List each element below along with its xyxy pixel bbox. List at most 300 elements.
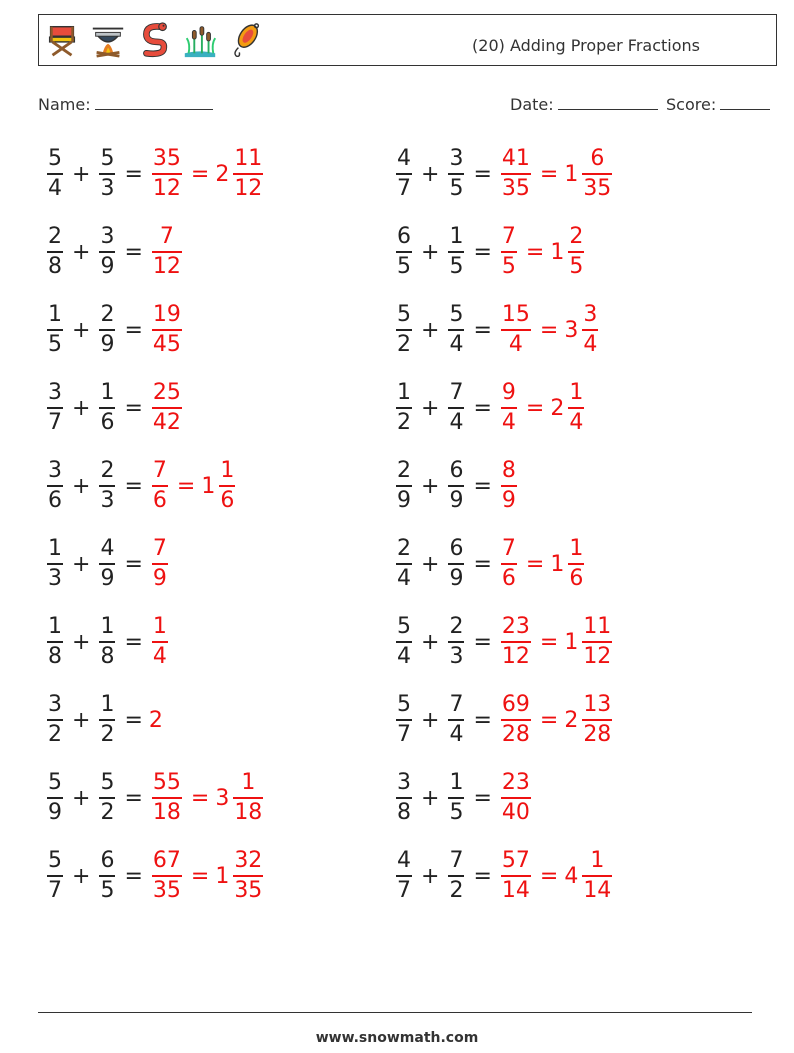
numerator: 11 [583, 614, 612, 640]
numerator: 1 [48, 302, 62, 328]
addend-a [47, 460, 63, 512]
answer-mixed-fraction [582, 850, 612, 902]
denominator: 9 [100, 253, 115, 279]
numerator: 11 [234, 146, 263, 172]
denominator: 5 [501, 253, 516, 279]
problem-7 [44, 376, 185, 440]
denominator: 4 [397, 643, 411, 669]
denominator: 4 [397, 565, 411, 591]
problem-17 [44, 766, 266, 830]
equals-sign-answer: = [525, 551, 545, 577]
equals-sign: = [124, 707, 143, 733]
denominator: 8 [397, 799, 411, 825]
answer-mixed-whole: 4 [564, 863, 579, 889]
addend-b [99, 382, 115, 434]
numerator: 2 [569, 224, 584, 250]
numerator: 7 [152, 458, 167, 484]
addend-b [99, 304, 115, 356]
numerator: 35 [152, 146, 181, 172]
numerator: 1 [569, 536, 584, 562]
denominator: 8 [100, 643, 115, 669]
addend-b [99, 616, 115, 668]
denominator: 7 [48, 409, 62, 435]
numerator: 6 [449, 458, 464, 484]
denominator: 45 [152, 331, 181, 357]
equals-sign-answer: = [539, 863, 559, 889]
answer-improper-fraction [501, 694, 531, 746]
denominator: 4 [449, 721, 464, 747]
numerator: 2 [397, 458, 411, 484]
numerator: 7 [152, 536, 167, 562]
numerator: 7 [159, 224, 174, 250]
equals-sign-answer: = [539, 629, 559, 655]
answer-mixed-whole: 1 [564, 629, 579, 655]
answer-improper-fraction [501, 850, 531, 902]
problem-9 [44, 454, 238, 518]
answer-improper-fraction [501, 382, 517, 434]
equals-sign: = [124, 785, 143, 811]
plus-sign: + [421, 629, 440, 655]
numerator: 1 [569, 380, 584, 406]
plus-sign: + [421, 785, 440, 811]
addend-a [47, 772, 63, 824]
numerator: 1 [100, 614, 115, 640]
answer-improper-fraction [501, 226, 517, 278]
denominator: 2 [397, 331, 411, 357]
numerator: 1 [241, 770, 256, 796]
answer-mixed-whole: 3 [564, 317, 579, 343]
denominator: 28 [501, 721, 530, 747]
addend-a [396, 772, 412, 824]
denominator: 9 [100, 331, 115, 357]
answer-mixed-whole: 2 [550, 395, 565, 421]
numerator: 1 [48, 614, 62, 640]
answer-mixed-whole: 1 [564, 161, 579, 187]
denominator: 2 [48, 721, 62, 747]
addend-b [448, 538, 464, 590]
numerator: 1 [100, 692, 115, 718]
score-blank[interactable] [720, 93, 770, 110]
denominator: 18 [152, 799, 181, 825]
numerator: 5 [449, 302, 464, 328]
answer-improper-fraction [152, 382, 182, 434]
addend-b [99, 226, 115, 278]
equals-sign: = [124, 863, 143, 889]
numerator: 69 [501, 692, 530, 718]
numerator: 1 [449, 224, 464, 250]
answer-mixed-fraction [582, 694, 612, 746]
numerator: 55 [152, 770, 181, 796]
denominator: 4 [152, 643, 167, 669]
problem-16 [393, 688, 615, 752]
denominator: 5 [449, 799, 464, 825]
name-field [38, 93, 213, 114]
numerator: 1 [100, 380, 115, 406]
denominator: 5 [397, 253, 411, 279]
denominator: 3 [449, 643, 464, 669]
denominator: 7 [397, 721, 411, 747]
addend-a [396, 382, 412, 434]
addend-a [396, 304, 412, 356]
numerator: 32 [234, 848, 263, 874]
addend-a [396, 850, 412, 902]
plus-sign: + [421, 707, 440, 733]
denominator: 6 [220, 487, 235, 513]
numerator: 2 [397, 536, 411, 562]
denominator: 9 [449, 565, 464, 591]
problem-19 [44, 844, 266, 908]
addend-b [448, 226, 464, 278]
addend-b [448, 772, 464, 824]
numerator: 7 [501, 224, 516, 250]
numerator: 6 [397, 224, 411, 250]
name-label: Name: [38, 95, 91, 114]
plus-sign: + [72, 785, 91, 811]
problem-5 [44, 298, 185, 362]
equals-sign: = [473, 161, 492, 187]
numerator: 3 [583, 302, 598, 328]
problem-14 [393, 610, 615, 674]
addend-b [99, 148, 115, 200]
footer-url: www.snowmath.com [315, 1030, 479, 1046]
numerator: 1 [220, 458, 235, 484]
equals-sign: = [124, 551, 143, 577]
plus-sign: + [72, 161, 91, 187]
problem-11 [44, 532, 171, 596]
numerator: 5 [100, 770, 115, 796]
equals-sign-answer: = [190, 785, 210, 811]
addend-b [99, 772, 115, 824]
plus-sign: + [72, 551, 91, 577]
answer-mixed-whole: 1 [215, 863, 230, 889]
numerator: 23 [501, 614, 530, 640]
addend-a [47, 382, 63, 434]
equals-sign-answer: = [190, 161, 210, 187]
denominator: 12 [152, 253, 181, 279]
numerator: 5 [397, 302, 411, 328]
denominator: 4 [501, 409, 516, 435]
answer-mixed-fraction [582, 148, 612, 200]
answer-improper-fraction [501, 304, 531, 356]
denominator: 2 [100, 721, 115, 747]
numerator: 2 [449, 614, 464, 640]
numerator: 3 [397, 770, 411, 796]
denominator: 18 [234, 799, 263, 825]
addend-a [47, 538, 63, 590]
addend-a [47, 616, 63, 668]
plus-sign: + [421, 239, 440, 265]
answer-improper-fraction [152, 304, 182, 356]
denominator: 5 [449, 253, 464, 279]
equals-sign-answer: = [539, 161, 559, 187]
plus-sign: + [421, 317, 440, 343]
numerator: 5 [48, 146, 62, 172]
denominator: 3 [48, 565, 62, 591]
denominator: 8 [48, 253, 62, 279]
addend-b [448, 304, 464, 356]
answer-mixed-fraction [582, 616, 612, 668]
plus-sign: + [421, 863, 440, 889]
numerator: 4 [100, 536, 115, 562]
date-label: Date: [510, 95, 554, 114]
answer-improper-fraction [501, 772, 531, 824]
denominator: 4 [569, 409, 584, 435]
plus-sign: + [421, 473, 440, 499]
denominator: 6 [100, 409, 115, 435]
denominator: 4 [449, 409, 464, 435]
equals-sign: = [473, 551, 492, 577]
equals-sign: = [473, 707, 492, 733]
numerator: 1 [152, 614, 167, 640]
equals-sign-answer: = [190, 863, 210, 889]
numerator: 7 [501, 536, 516, 562]
answer-mixed-fraction [568, 226, 584, 278]
cattail-reeds-icon [181, 21, 219, 59]
answer-improper-fraction [152, 460, 168, 512]
answer-mixed-whole: 1 [550, 551, 565, 577]
equals-sign: = [124, 317, 143, 343]
addend-b [448, 460, 464, 512]
answer-mixed-fraction [233, 148, 263, 200]
score-field [666, 93, 770, 114]
denominator: 6 [48, 487, 62, 513]
denominator: 4 [449, 331, 464, 357]
addend-b [448, 694, 464, 746]
plus-sign: + [72, 239, 91, 265]
numerator: 2 [100, 458, 115, 484]
footer-divider [38, 1012, 752, 1013]
numerator: 5 [397, 692, 411, 718]
equals-sign-answer: = [539, 707, 559, 733]
numerator: 1 [449, 770, 464, 796]
numerator: 2 [100, 302, 115, 328]
denominator: 5 [48, 331, 62, 357]
equals-sign: = [473, 473, 492, 499]
numerator: 8 [501, 458, 516, 484]
problem-4 [393, 220, 587, 284]
problem-3 [44, 220, 185, 284]
numerator: 5 [100, 146, 115, 172]
snake-icon [135, 21, 173, 59]
equals-sign: = [124, 395, 143, 421]
denominator: 12 [583, 643, 612, 669]
numerator: 1 [48, 536, 62, 562]
denominator: 5 [569, 253, 584, 279]
plus-sign: + [72, 395, 91, 421]
answer-improper-fraction [152, 148, 182, 200]
numerator: 4 [397, 848, 411, 874]
numerator: 25 [152, 380, 181, 406]
denominator: 9 [501, 487, 516, 513]
problem-18 [393, 766, 534, 830]
denominator: 14 [583, 877, 612, 903]
addend-a [47, 148, 63, 200]
equals-sign-answer: = [525, 239, 545, 265]
plus-sign: + [421, 551, 440, 577]
numerator: 3 [48, 458, 62, 484]
fishing-lure-icon [227, 21, 265, 59]
equals-sign-answer: = [176, 473, 196, 499]
answer-mixed-fraction [568, 538, 584, 590]
addend-b [448, 382, 464, 434]
denominator: 3 [100, 175, 115, 201]
answer-mixed-fraction [568, 382, 584, 434]
answer-mixed-whole: 3 [215, 785, 230, 811]
addend-b [99, 694, 115, 746]
denominator: 8 [48, 643, 62, 669]
denominator: 4 [508, 331, 523, 357]
numerator: 23 [501, 770, 530, 796]
plus-sign: + [72, 707, 91, 733]
numerator: 57 [501, 848, 530, 874]
denominator: 35 [583, 175, 612, 201]
numerator: 7 [449, 380, 464, 406]
problem-2 [393, 142, 615, 206]
numerator: 41 [501, 146, 530, 172]
plus-sign: + [421, 395, 440, 421]
denominator: 12 [501, 643, 530, 669]
plus-sign: + [72, 629, 91, 655]
cooking-pot-campfire-icon [89, 21, 127, 59]
denominator: 5 [100, 877, 115, 903]
date-blank[interactable] [558, 93, 658, 110]
equals-sign: = [124, 161, 143, 187]
numerator: 1 [397, 380, 411, 406]
director-chair-icon [43, 21, 81, 59]
numerator: 67 [152, 848, 181, 874]
addend-a [396, 538, 412, 590]
denominator: 42 [152, 409, 181, 435]
answer-mixed-fraction [582, 304, 598, 356]
numerator: 9 [501, 380, 516, 406]
plus-sign: + [421, 161, 440, 187]
addend-b [448, 850, 464, 902]
addend-b [448, 148, 464, 200]
denominator: 9 [48, 799, 62, 825]
problem-8 [393, 376, 587, 440]
equals-sign: = [124, 629, 143, 655]
answer-whole-number: 2 [148, 707, 163, 733]
worksheet-title: (20) Adding Proper Fractions [472, 36, 700, 55]
denominator: 12 [234, 175, 263, 201]
denominator: 9 [100, 565, 115, 591]
denominator: 35 [234, 877, 263, 903]
plus-sign: + [72, 863, 91, 889]
addend-a [47, 304, 63, 356]
worksheet-header [38, 14, 777, 66]
equals-sign: = [124, 239, 143, 265]
addend-a [47, 850, 63, 902]
equals-sign: = [124, 473, 143, 499]
denominator: 14 [501, 877, 530, 903]
denominator: 28 [583, 721, 612, 747]
answer-improper-fraction [152, 538, 168, 590]
answer-improper-fraction [152, 850, 182, 902]
answer-mixed-whole: 1 [550, 239, 565, 265]
equals-sign: = [473, 317, 492, 343]
addend-b [99, 850, 115, 902]
answer-improper-fraction [501, 616, 531, 668]
denominator: 6 [569, 565, 584, 591]
equals-sign: = [473, 785, 492, 811]
addend-a [47, 226, 63, 278]
denominator: 4 [583, 331, 598, 357]
answer-mixed-fraction [219, 460, 235, 512]
denominator: 3 [100, 487, 115, 513]
numerator: 6 [449, 536, 464, 562]
name-blank[interactable] [95, 93, 213, 110]
denominator: 7 [397, 877, 411, 903]
denominator: 6 [152, 487, 167, 513]
answer-improper-fraction [152, 616, 168, 668]
denominator: 2 [449, 877, 464, 903]
numerator: 3 [48, 692, 62, 718]
problem-6 [393, 298, 601, 362]
equals-sign: = [473, 239, 492, 265]
answer-mixed-fraction [233, 772, 263, 824]
denominator: 2 [397, 409, 411, 435]
numerator: 15 [501, 302, 530, 328]
addend-a [396, 226, 412, 278]
numerator: 6 [590, 146, 605, 172]
plus-sign: + [72, 317, 91, 343]
numerator: 7 [449, 848, 464, 874]
numerator: 6 [100, 848, 115, 874]
problem-13 [44, 610, 171, 674]
denominator: 6 [501, 565, 516, 591]
denominator: 4 [48, 175, 62, 201]
answer-improper-fraction [152, 772, 182, 824]
header-icons [43, 21, 265, 59]
addend-a [47, 694, 63, 746]
problem-10 [393, 454, 520, 518]
answer-improper-fraction [501, 460, 517, 512]
problem-1 [44, 142, 266, 206]
numerator: 3 [449, 146, 464, 172]
numerator: 5 [397, 614, 411, 640]
denominator: 35 [501, 175, 530, 201]
addend-b [99, 460, 115, 512]
addend-a [396, 694, 412, 746]
denominator: 9 [449, 487, 464, 513]
denominator: 7 [397, 175, 411, 201]
denominator: 7 [48, 877, 62, 903]
numerator: 19 [152, 302, 181, 328]
numerator: 3 [48, 380, 62, 406]
denominator: 5 [449, 175, 464, 201]
equals-sign-answer: = [525, 395, 545, 421]
numerator: 13 [583, 692, 612, 718]
numerator: 4 [397, 146, 411, 172]
addend-a [396, 616, 412, 668]
numerator: 1 [590, 848, 605, 874]
addend-b [99, 538, 115, 590]
plus-sign: + [72, 473, 91, 499]
score-label: Score: [666, 95, 717, 114]
problem-15 [44, 688, 163, 752]
addend-a [396, 460, 412, 512]
date-field [510, 93, 658, 114]
answer-mixed-whole: 1 [201, 473, 216, 499]
equals-sign-answer: = [539, 317, 559, 343]
problem-12 [393, 532, 587, 596]
equals-sign: = [473, 629, 492, 655]
numerator: 3 [100, 224, 115, 250]
equals-sign: = [473, 395, 492, 421]
problem-20 [393, 844, 615, 908]
numerator: 5 [48, 848, 62, 874]
denominator: 35 [152, 877, 181, 903]
